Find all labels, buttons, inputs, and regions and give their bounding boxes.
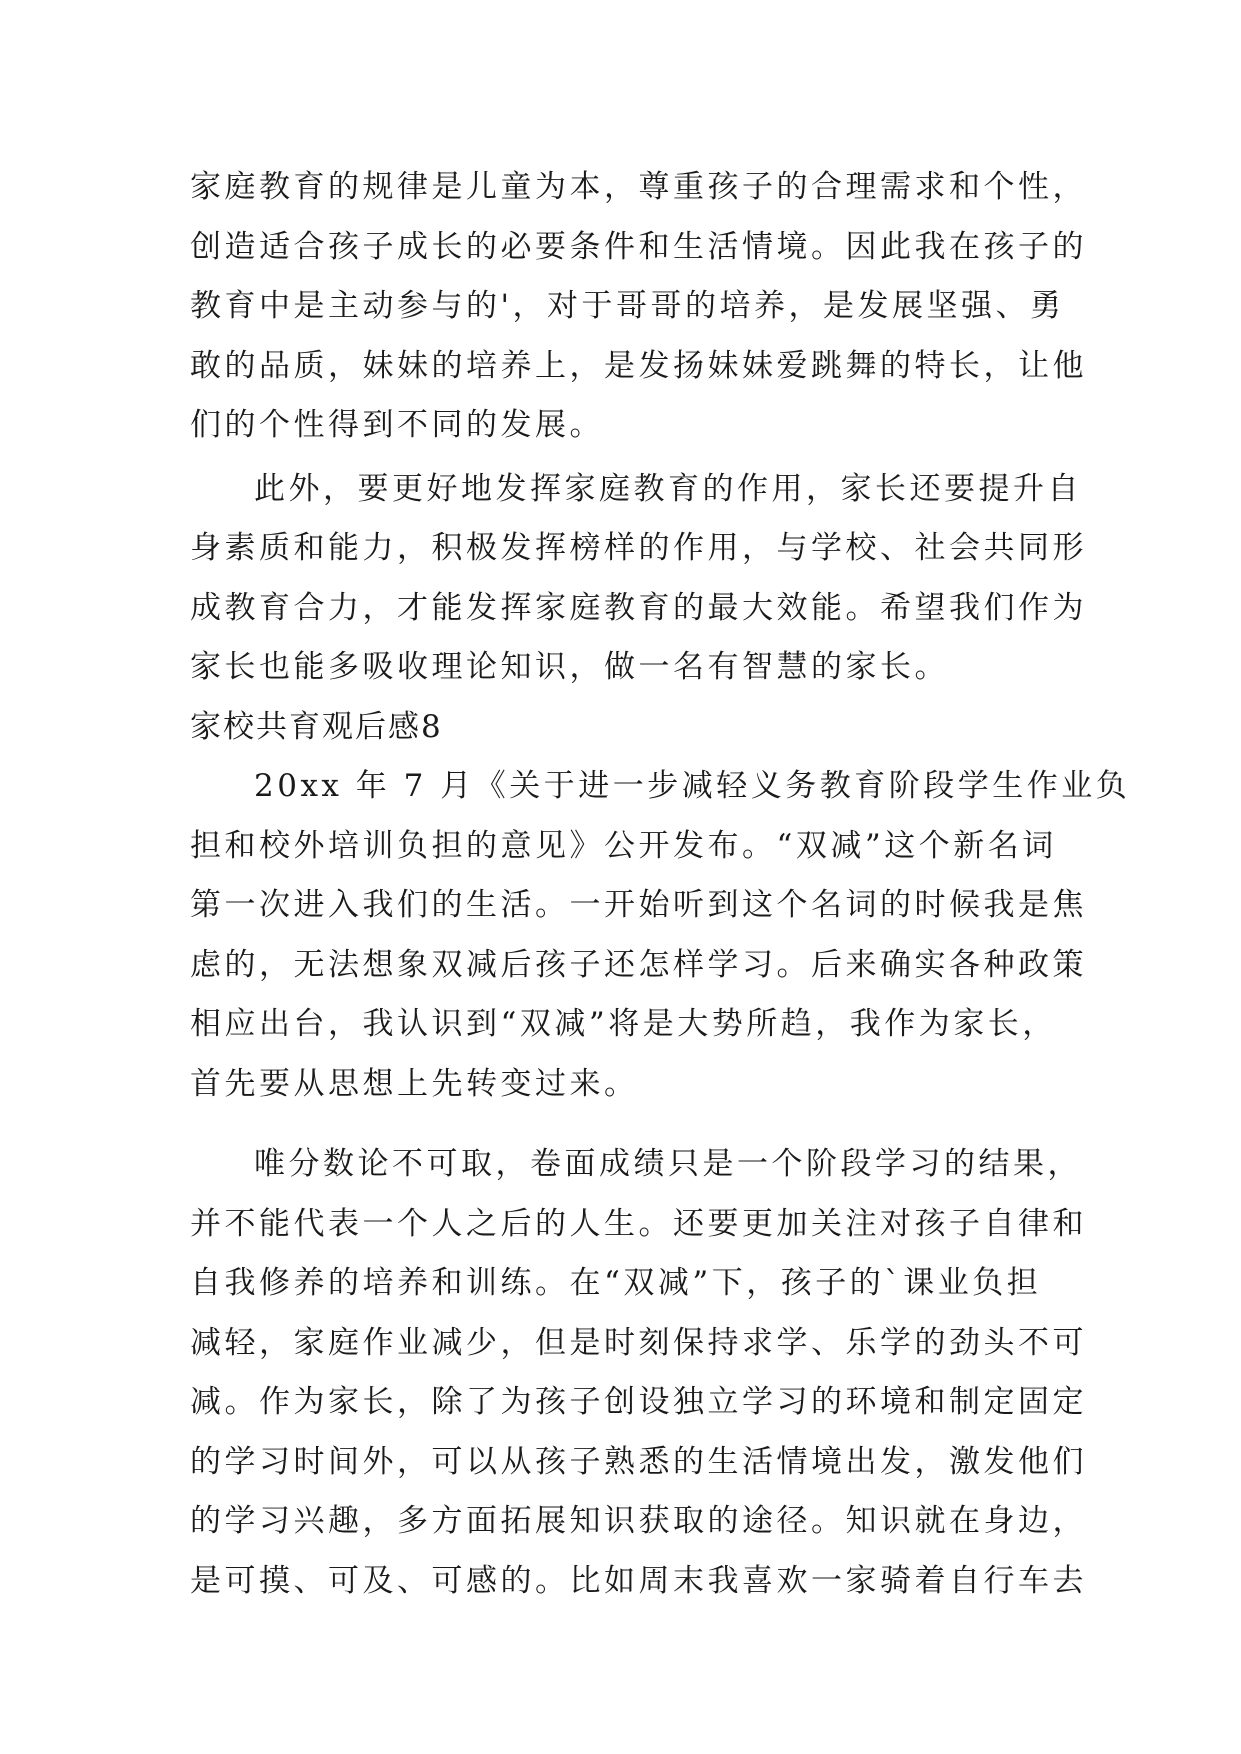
paragraph-4 [190,1135,1087,1611]
paragraph-2 [190,460,1087,698]
text-line: 担和校外培训负担的意见》公开发布。“双减”这个新名词 [190,827,1057,864]
text-line: 相应出台，我认识到“双减”将是大势所趋，我作为家长， [190,1006,1057,1042]
text-line: 敢的品质，妹妹的培养上，是发扬妹妹爱跳舞的特长，让他 [190,347,1087,384]
text-line: 的学习时间外，可以从孩子熟悉的生活情境出发，激发他们 [190,1443,1087,1480]
text-line: 20xx 年 7 月《关于进一步减轻义务教育阶段学生作业负 [254,768,1131,804]
text-line: 减轻，家庭作业减少，但是时刻保持求学、乐学的劲头不可 [190,1324,1087,1361]
text-line: 们的个性得到不同的发展。 [190,407,604,443]
text-line: 的学习兴趣，多方面拓展知识获取的途径。知识就在身边， [190,1503,1087,1539]
text-line: 首先要从思想上先转变过来。 [190,1065,639,1102]
text-line: 创造适合孩子成长的必要条件和生活情境。因此我在孩子的 [190,228,1087,265]
text-line: 唯分数论不可取，卷面成绩只是一个阶段学习的结果， [254,1146,1082,1182]
text-line: 虑的，无法想象双减后孩子还怎样学习。后来确实各种政策 [190,946,1087,983]
text-line: 第一次进入我们的生活。一开始听到这个名词的时候我是焦 [190,887,1087,923]
paragraph-spacer [190,1114,1060,1135]
section-heading: 家校共育观后感8 [190,708,443,745]
document-page [190,158,1131,1611]
paragraph-1 [190,158,1087,456]
text-line: 是可摸、可及、可感的。比如周末我喜欢一家骑着自行车去 [190,1562,1087,1599]
text-line: 身素质和能力，积极发挥榜样的作用，与学校、社会共同形 [190,530,1087,566]
text-line: 自我修养的培养和训练。在“双减”下，孩子的`课业负担 [190,1265,1042,1301]
text-line: 减。作为家长，除了为孩子创设独立学习的环境和制定固定 [190,1384,1087,1420]
text-line: 家庭教育的规律是儿童为本，尊重孩子的合理需求和个性， [190,169,1087,205]
text-line: 成教育合力，才能发挥家庭教育的最大效能。希望我们作为 [190,589,1087,626]
text-line: 此外，要更好地发挥家庭教育的作用，家长还要提升自 [254,470,1082,507]
text-line: 并不能代表一个人之后的人生。还要更加关注对孩子自律和 [190,1205,1087,1242]
text-line: 教育中是主动参与的'，对于哥哥的培养，是发展坚强、勇 [190,288,1065,324]
paragraph-3 [190,757,1131,1114]
text-line: 家长也能多吸收理论知识，做一名有智慧的家长。 [190,649,949,685]
